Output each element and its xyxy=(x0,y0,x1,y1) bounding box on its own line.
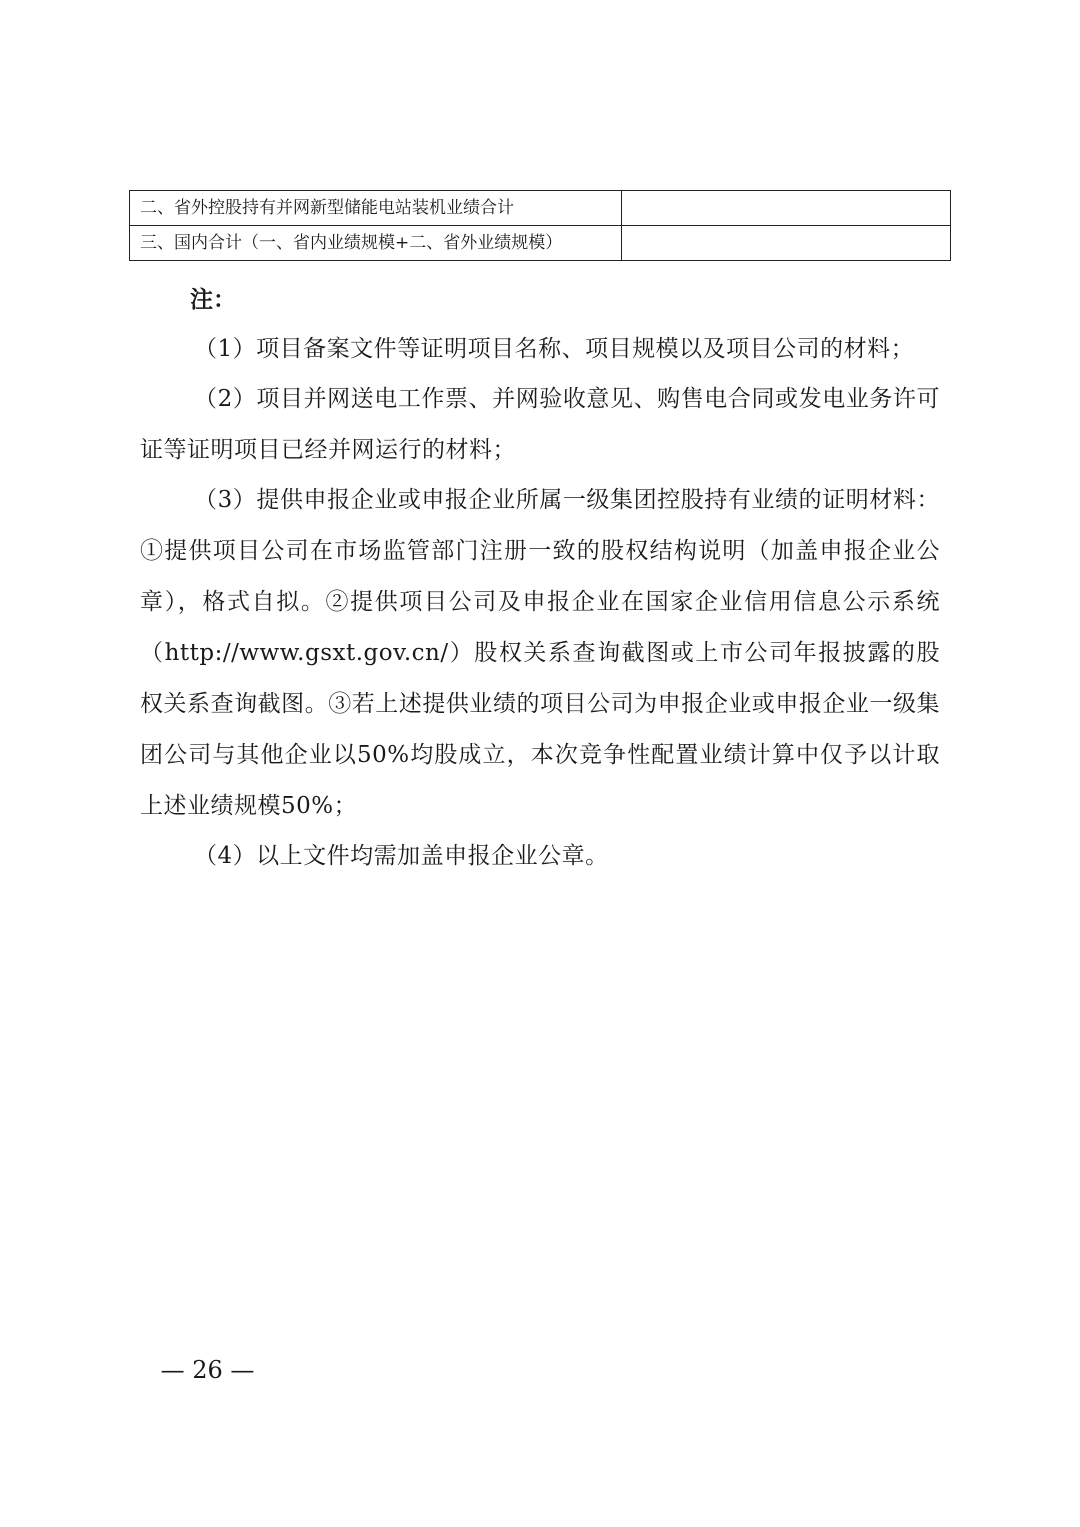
row-value-domestic-total xyxy=(622,226,951,261)
note-item-4: （4）以上文件均需加盖申报企业公章。 xyxy=(194,843,609,869)
note-item-3: （3）提供申报企业或申报企业所属一级集团控股持有业绩的证明材料：①提供项目公司在市场监管部门注册一致的股权结构说明（加盖申报企业公章），格式自拟。②提供项目公司及申报企业在国家企业信用信息公示系统（http://www.gsxt.gov.cn/）股权关系查询截图或上市公司年报披露的股权关系查询截图。③若上述提供业绩的项目公司为申报企业或申报企业一级集团公司与其他企业以50%均股成立，本次竞争性配置业绩计算中仅予以计取上述业绩规模50%； xyxy=(140,487,940,819)
row-label-domestic-total: 三、国内合计（一、省内业绩规模+二、省外业绩规模） xyxy=(130,226,622,261)
page-number: — 26 — xyxy=(160,1356,255,1384)
note-item-1: （1）项目备案文件等证明项目名称、项目规模以及项目公司的材料； xyxy=(194,336,915,362)
note-item-2: （2）项目并网送电工作票、并网验收意见、购售电合同或发电业务许可证等证明项目已经并网运行的材料； xyxy=(140,386,940,463)
row-value-out-of-province-total xyxy=(622,191,951,226)
table-row xyxy=(130,191,951,226)
row-label-out-of-province-total: 二、省外控股持有并网新型储能电站装机业绩合计 xyxy=(130,191,622,226)
table-row xyxy=(130,226,951,261)
performance-summary-table xyxy=(129,190,951,261)
notes-title: 注： xyxy=(190,286,236,313)
